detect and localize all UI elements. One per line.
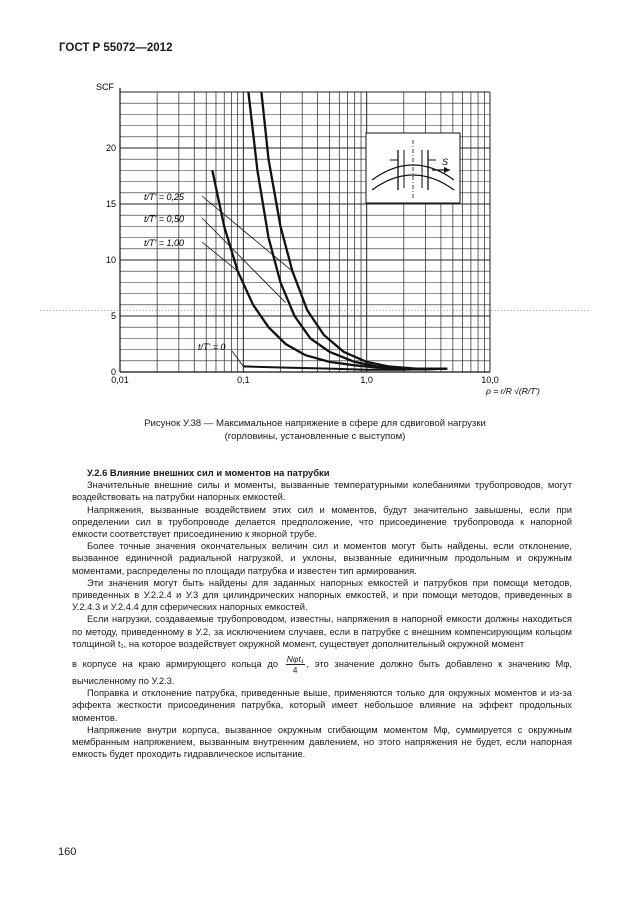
y-tick-label: 20	[105, 143, 116, 153]
body-text	[72, 467, 572, 760]
section-title: У.2.6 Влияние внешних сил и моментов на патрубки	[87, 467, 330, 478]
paragraph-7: Напряжение внутри корпуса, вызванное окружным сгибающим моментом Mφ, суммируется с окружным мембранным напряжением, вызванным внутренним давлением, но этого напряжения не будет, если напорная емкость будет проходить гидравлическое испытание.	[72, 723, 572, 760]
paragraph-5: Если нагрузки, создаваемые трубопроводом, известны, напряжения в напорной емкости должны находиться по методу, приведенному в У.2, за исключением случаев, если в патрубке с внешним компенсирующим кольцом толщиной t₁, на которое воздействует окружной момент, существует дополнительный окружной момент	[72, 613, 572, 649]
x-tick-label: 0,01	[111, 375, 129, 385]
paragraph-6: Поправка и отклонение патрубка, приведенные выше, применяются только для окружных моментов и из-за эффекта жесткости присоединения патрубка, который имеет небольшое влияние на эффект продольных моментов.	[72, 687, 572, 723]
paragraph-5-continued	[72, 654, 572, 687]
series-label: t/T' = 0,25	[144, 192, 184, 202]
x-tick-label: 10,0	[481, 375, 499, 385]
paragraph-1: Значительные внешние силы и моменты, вызванные температурными колебаниями трубопроводов, могут воздействовать на патрубки напорных емкостей.	[72, 479, 572, 503]
formula-prefix: в корпусе на краю армирующего кольца до	[72, 658, 279, 670]
page-number: 160	[58, 846, 77, 858]
y-tick-label: 0	[110, 367, 116, 377]
x-tick-label: 1,0	[360, 375, 373, 385]
series-label: t/T' = 1,00	[144, 238, 184, 248]
caption-line-1: Рисунок У.38 — Максимальное напряжение в сфере для сдвиговой нагрузки	[144, 418, 486, 429]
x-axis-label: ρ = r/R √(R/T')	[486, 386, 540, 396]
formula-suffix: , это значение должно быть добавлено к значению Mφ, вычисленному по У.2.3.	[72, 658, 573, 687]
y-tick-label: 10	[105, 255, 116, 265]
chart-labels	[96, 82, 540, 396]
y-tick-label: 5	[110, 311, 116, 321]
series-label: t/T' = 0,50	[144, 214, 184, 224]
chart-grid	[40, 92, 590, 372]
paragraph-2: Напряжения, вызванные воздействием этих сил и моментов, будут значительно завышены, если при определении сил в трубопроводе делается предположение, что присоединение трубопровода к напорной емкости соответствует присоединению к якорной трубе.	[72, 503, 572, 540]
fraction-denominator: 4	[292, 665, 298, 676]
scf-chart	[0, 0, 630, 400]
figure-caption	[100, 417, 530, 443]
fraction-numerator: Nφt₁	[286, 654, 304, 665]
series-label: t/T' = 0	[198, 342, 226, 352]
nozzle-inset-diagram	[366, 133, 460, 203]
paragraph-3: Более точные значения окончательных величин сил и моментов могут быть найдены, если отклонение, вызванное единичной радиальной нагрузкой, и уклоны, вызванные единичным продольным и окружным моментами, распределены по площади патрубка и известен тип армирования.	[72, 540, 572, 576]
force-label: S	[442, 157, 449, 167]
caption-line-2: (горловины, установленные с выступом)	[224, 431, 406, 442]
document-header: ГОСТ Р 55072—2012	[59, 42, 173, 54]
x-tick-label: 0,1	[237, 375, 250, 385]
formula-fraction	[286, 654, 305, 675]
y-tick-label: 15	[105, 199, 116, 209]
paragraph-4: Эти значения могут быть найдены для заданных напорных емкостей и патрубков при помощи методов, приведенных в У.2.2.4 и У.3 для цилиндрических напорных емкостей, и при помощи методов, приведенных в У.2.4.3 и У.2.4.4 для сферических напорных емкостей.	[72, 576, 572, 613]
y-axis-label: SCF	[96, 82, 114, 92]
